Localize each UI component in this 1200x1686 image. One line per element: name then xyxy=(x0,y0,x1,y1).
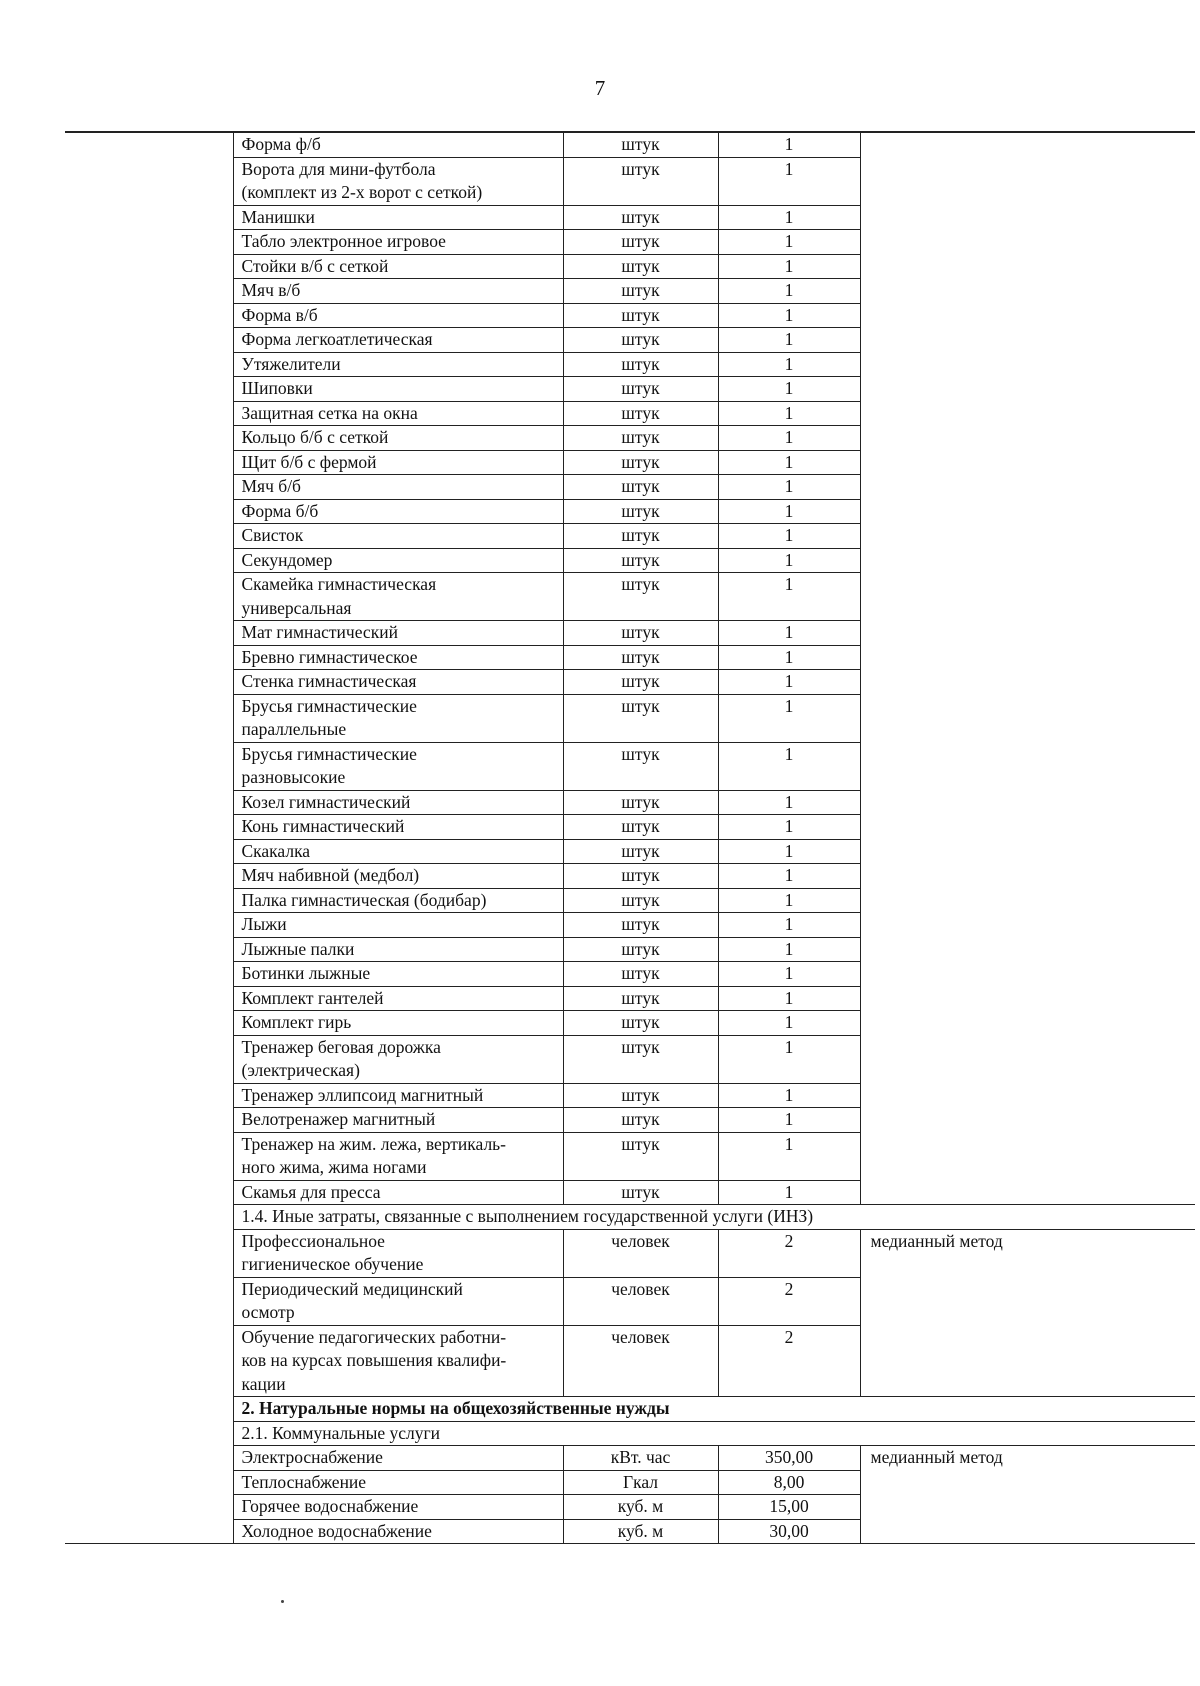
method-cell-empty xyxy=(860,864,1195,889)
method-cell-empty xyxy=(860,888,1195,913)
item-qty: 1 xyxy=(718,450,860,475)
item-qty: 1 xyxy=(718,303,860,328)
table-row xyxy=(65,1446,1195,1471)
item-unit: штук xyxy=(563,962,718,987)
item-unit: штук xyxy=(563,499,718,524)
item-name: Защитная сетка на окна xyxy=(233,401,563,426)
method-cell-empty xyxy=(860,573,1195,621)
blank-margin-cell xyxy=(65,864,233,889)
blank-margin-cell xyxy=(65,1180,233,1205)
item-qty: 1 xyxy=(718,1011,860,1036)
method-cell-empty xyxy=(860,937,1195,962)
blank-margin-cell xyxy=(65,1397,233,1422)
table-row xyxy=(65,426,1195,451)
table-row xyxy=(65,450,1195,475)
blank-margin-cell xyxy=(65,279,233,304)
item-qty: 1 xyxy=(718,888,860,913)
item-qty: 1 xyxy=(718,377,860,402)
item-unit: Гкал xyxy=(563,1470,718,1495)
method-cell-empty xyxy=(860,499,1195,524)
table-row xyxy=(65,1035,1195,1083)
item-qty: 1 xyxy=(718,815,860,840)
method-cell-empty xyxy=(860,1495,1195,1520)
item-qty: 350,00 xyxy=(718,1446,860,1471)
method-cell-empty xyxy=(860,133,1195,158)
table-row xyxy=(65,303,1195,328)
table-row xyxy=(65,133,1195,158)
item-name: Секундомер xyxy=(233,548,563,573)
item-name: Мяч б/б xyxy=(233,475,563,500)
item-unit: штук xyxy=(563,205,718,230)
method-cell-empty xyxy=(860,1011,1195,1036)
method-cell-empty xyxy=(860,1132,1195,1180)
method-cell-empty xyxy=(860,1180,1195,1205)
item-name: Палка гимнастическая (бодибар) xyxy=(233,888,563,913)
item-name: Кольцо б/б с сеткой xyxy=(233,426,563,451)
item-name: Табло электронное игровое xyxy=(233,230,563,255)
subsection-header-row xyxy=(65,1421,1195,1446)
item-unit: штук xyxy=(563,573,718,621)
method-cell-empty xyxy=(860,742,1195,790)
section-header-row xyxy=(65,1205,1195,1230)
item-unit: штук xyxy=(563,254,718,279)
item-unit: штук xyxy=(563,1108,718,1133)
item-qty: 1 xyxy=(718,328,860,353)
item-name: Брусья гимнастические параллельные xyxy=(233,694,563,742)
item-name: Брусья гимнастические разновысокие xyxy=(233,742,563,790)
item-qty: 15,00 xyxy=(718,1495,860,1520)
item-qty: 1 xyxy=(718,352,860,377)
blank-margin-cell xyxy=(65,839,233,864)
blank-margin-cell xyxy=(65,377,233,402)
table-row xyxy=(65,401,1195,426)
table-row xyxy=(65,548,1195,573)
item-qty: 1 xyxy=(718,1180,860,1205)
item-qty: 1 xyxy=(718,157,860,205)
item-unit: человек xyxy=(563,1325,718,1397)
item-name: Тренажер на жим. лежа, вертикаль- ного жима, жима ногами xyxy=(233,1132,563,1180)
section-header-row xyxy=(65,1397,1195,1422)
blank-margin-cell xyxy=(65,1229,233,1277)
blank-margin-cell xyxy=(65,133,233,158)
method-cell-empty xyxy=(860,230,1195,255)
blank-margin-cell xyxy=(65,1205,233,1230)
method-cell-empty xyxy=(860,839,1195,864)
item-unit: штук xyxy=(563,645,718,670)
method-cell-empty xyxy=(860,426,1195,451)
item-unit: штук xyxy=(563,426,718,451)
blank-margin-cell xyxy=(65,790,233,815)
item-unit: штук xyxy=(563,1180,718,1205)
item-qty: 1 xyxy=(718,694,860,742)
scan-speck xyxy=(281,1600,284,1603)
item-qty: 1 xyxy=(718,133,860,158)
item-qty: 1 xyxy=(718,1083,860,1108)
item-unit: штук xyxy=(563,839,718,864)
table-row xyxy=(65,864,1195,889)
table-row xyxy=(65,815,1195,840)
item-unit: штук xyxy=(563,328,718,353)
item-qty: 1 xyxy=(718,742,860,790)
item-unit: штук xyxy=(563,937,718,962)
item-name: Обучение педагогических работни- ков на курсах повышения квалифи- кации xyxy=(233,1325,563,1397)
table-row xyxy=(65,1180,1195,1205)
item-qty: 2 xyxy=(718,1229,860,1277)
norms-table xyxy=(65,132,1195,1544)
item-qty: 1 xyxy=(718,1035,860,1083)
item-unit: штук xyxy=(563,475,718,500)
table-row xyxy=(65,157,1195,205)
item-name: Форма легкоатлетическая xyxy=(233,328,563,353)
blank-margin-cell xyxy=(65,1519,233,1544)
section-header: 2. Натуральные нормы на общехозяйственные нужды xyxy=(233,1397,1195,1422)
method-cell-empty xyxy=(860,1519,1195,1544)
item-unit: штук xyxy=(563,864,718,889)
table-row xyxy=(65,377,1195,402)
item-qty: 1 xyxy=(718,790,860,815)
blank-margin-cell xyxy=(65,328,233,353)
method-cell-empty xyxy=(860,254,1195,279)
method-label: медианный метод xyxy=(860,1229,1195,1277)
item-qty: 1 xyxy=(718,475,860,500)
item-name: Тренажер эллипсоид магнитный xyxy=(233,1083,563,1108)
item-unit: штук xyxy=(563,230,718,255)
item-qty: 1 xyxy=(718,962,860,987)
item-name: Утяжелители xyxy=(233,352,563,377)
blank-margin-cell xyxy=(65,815,233,840)
blank-margin-cell xyxy=(65,986,233,1011)
table-row xyxy=(65,1495,1195,1520)
blank-margin-cell xyxy=(65,205,233,230)
method-cell-empty xyxy=(860,401,1195,426)
item-name: Мяч в/б xyxy=(233,279,563,304)
item-qty: 1 xyxy=(718,937,860,962)
item-unit: штук xyxy=(563,1011,718,1036)
method-cell-empty xyxy=(860,1325,1195,1397)
item-name: Форма в/б xyxy=(233,303,563,328)
table-row xyxy=(65,524,1195,549)
table-row xyxy=(65,670,1195,695)
method-cell-empty xyxy=(860,352,1195,377)
method-cell-empty xyxy=(860,377,1195,402)
item-unit: куб. м xyxy=(563,1519,718,1544)
item-qty: 1 xyxy=(718,573,860,621)
item-name: Стойки в/б с сеткой xyxy=(233,254,563,279)
method-cell-empty xyxy=(860,450,1195,475)
item-name: Манишки xyxy=(233,205,563,230)
item-name: Комплект гантелей xyxy=(233,986,563,1011)
item-unit: штук xyxy=(563,157,718,205)
table-row xyxy=(65,205,1195,230)
item-name: Комплект гирь xyxy=(233,1011,563,1036)
blank-margin-cell xyxy=(65,1035,233,1083)
table-row xyxy=(65,254,1195,279)
blank-margin-cell xyxy=(65,694,233,742)
item-qty: 1 xyxy=(718,524,860,549)
item-qty: 1 xyxy=(718,205,860,230)
item-qty: 1 xyxy=(718,254,860,279)
item-qty: 1 xyxy=(718,621,860,646)
blank-margin-cell xyxy=(65,1132,233,1180)
table-row xyxy=(65,1519,1195,1544)
table-row xyxy=(65,279,1195,304)
item-unit: штук xyxy=(563,377,718,402)
blank-margin-cell xyxy=(65,1470,233,1495)
item-name: Скамейка гимнастическая универсальная xyxy=(233,573,563,621)
method-label: медианный метод xyxy=(860,1446,1195,1471)
blank-margin-cell xyxy=(65,937,233,962)
blank-margin-cell xyxy=(65,573,233,621)
item-unit: кВт. час xyxy=(563,1446,718,1471)
method-cell-empty xyxy=(860,645,1195,670)
item-qty: 30,00 xyxy=(718,1519,860,1544)
item-unit: штук xyxy=(563,1035,718,1083)
item-qty: 1 xyxy=(718,986,860,1011)
item-unit: штук xyxy=(563,815,718,840)
table-row xyxy=(65,1108,1195,1133)
item-unit: штук xyxy=(563,303,718,328)
item-name: Периодический медицинский осмотр xyxy=(233,1277,563,1325)
item-name: Скакалка xyxy=(233,839,563,864)
method-cell-empty xyxy=(860,303,1195,328)
blank-margin-cell xyxy=(65,1011,233,1036)
blank-margin-cell xyxy=(65,499,233,524)
item-name: Скамья для пресса xyxy=(233,1180,563,1205)
item-name: Велотренажер магнитный xyxy=(233,1108,563,1133)
blank-margin-cell xyxy=(65,621,233,646)
table-row xyxy=(65,839,1195,864)
blank-margin-cell xyxy=(65,254,233,279)
method-cell-empty xyxy=(860,694,1195,742)
item-name: Щит б/б с фермой xyxy=(233,450,563,475)
item-name: Профессиональное гигиеническое обучение xyxy=(233,1229,563,1277)
method-cell-empty xyxy=(860,205,1195,230)
table-row xyxy=(65,645,1195,670)
method-cell-empty xyxy=(860,328,1195,353)
table-row xyxy=(65,621,1195,646)
item-unit: штук xyxy=(563,621,718,646)
method-cell-empty xyxy=(860,475,1195,500)
blank-margin-cell xyxy=(65,450,233,475)
blank-margin-cell xyxy=(65,1277,233,1325)
blank-margin-cell xyxy=(65,157,233,205)
item-name: Форма б/б xyxy=(233,499,563,524)
item-qty: 1 xyxy=(718,499,860,524)
item-qty: 1 xyxy=(718,839,860,864)
item-name: Бревно гимнастическое xyxy=(233,645,563,670)
item-name: Конь гимнастический xyxy=(233,815,563,840)
table-row xyxy=(65,1132,1195,1180)
item-unit: штук xyxy=(563,986,718,1011)
table-row xyxy=(65,1083,1195,1108)
item-unit: штук xyxy=(563,670,718,695)
item-name: Козел гимнастический xyxy=(233,790,563,815)
item-qty: 1 xyxy=(718,913,860,938)
item-unit: куб. м xyxy=(563,1495,718,1520)
item-qty: 1 xyxy=(718,670,860,695)
table-row xyxy=(65,1325,1195,1397)
table-row xyxy=(65,475,1195,500)
method-cell-empty xyxy=(860,524,1195,549)
item-unit: штук xyxy=(563,742,718,790)
table-row xyxy=(65,694,1195,742)
item-name: Форма ф/б xyxy=(233,133,563,158)
table-row xyxy=(65,790,1195,815)
method-cell-empty xyxy=(860,1277,1195,1325)
item-name: Холодное водоснабжение xyxy=(233,1519,563,1544)
item-qty: 1 xyxy=(718,401,860,426)
item-unit: штук xyxy=(563,450,718,475)
section-header: 1.4. Иные затраты, связанные с выполнением государственной услуги (ИНЗ) xyxy=(233,1205,1195,1230)
blank-margin-cell xyxy=(65,1446,233,1471)
bottom-rule xyxy=(65,1543,1195,1544)
item-unit: штук xyxy=(563,1083,718,1108)
blank-margin-cell xyxy=(65,1495,233,1520)
method-cell-empty xyxy=(860,279,1195,304)
item-unit: штук xyxy=(563,133,718,158)
method-cell-empty xyxy=(860,815,1195,840)
subsection-header: 2.1. Коммунальные услуги xyxy=(233,1421,1195,1446)
method-cell-empty xyxy=(860,1035,1195,1083)
blank-margin-cell xyxy=(65,524,233,549)
item-unit: человек xyxy=(563,1277,718,1325)
item-name: Ворота для мини-футбола (комплект из 2-х ворот с сеткой) xyxy=(233,157,563,205)
method-cell-empty xyxy=(860,986,1195,1011)
table-row xyxy=(65,742,1195,790)
item-name: Ботинки лыжные xyxy=(233,962,563,987)
item-qty: 1 xyxy=(718,426,860,451)
item-unit: штук xyxy=(563,888,718,913)
item-name: Тренажер беговая дорожка (электрическая) xyxy=(233,1035,563,1083)
page-number: 7 xyxy=(594,76,606,100)
item-unit: штук xyxy=(563,913,718,938)
blank-margin-cell xyxy=(65,1083,233,1108)
blank-margin-cell xyxy=(65,670,233,695)
item-unit: человек xyxy=(563,1229,718,1277)
item-qty: 1 xyxy=(718,864,860,889)
item-unit: штук xyxy=(563,401,718,426)
item-name: Горячее водоснабжение xyxy=(233,1495,563,1520)
table-row xyxy=(65,1011,1195,1036)
item-name: Лыжные палки xyxy=(233,937,563,962)
item-qty: 2 xyxy=(718,1277,860,1325)
blank-margin-cell xyxy=(65,962,233,987)
item-unit: штук xyxy=(563,694,718,742)
item-unit: штук xyxy=(563,548,718,573)
item-name: Шиповки xyxy=(233,377,563,402)
method-cell-empty xyxy=(860,962,1195,987)
item-unit: штук xyxy=(563,524,718,549)
method-cell-empty xyxy=(860,670,1195,695)
item-name: Стенка гимнастическая xyxy=(233,670,563,695)
table-row xyxy=(65,352,1195,377)
blank-margin-cell xyxy=(65,645,233,670)
item-qty: 1 xyxy=(718,645,860,670)
blank-margin-cell xyxy=(65,426,233,451)
blank-margin-cell xyxy=(65,913,233,938)
item-name: Электроснабжение xyxy=(233,1446,563,1471)
item-unit: штук xyxy=(563,790,718,815)
item-name: Лыжи xyxy=(233,913,563,938)
blank-margin-cell xyxy=(65,230,233,255)
blank-margin-cell xyxy=(65,1421,233,1446)
table-row xyxy=(65,888,1195,913)
item-name: Теплоснабжение xyxy=(233,1470,563,1495)
table-row xyxy=(65,986,1195,1011)
table-row xyxy=(65,230,1195,255)
item-qty: 2 xyxy=(718,1325,860,1397)
item-name: Мат гимнастический xyxy=(233,621,563,646)
table-row xyxy=(65,1470,1195,1495)
item-unit: штук xyxy=(563,279,718,304)
item-unit: штук xyxy=(563,352,718,377)
item-qty: 1 xyxy=(718,279,860,304)
method-cell-empty xyxy=(860,548,1195,573)
blank-margin-cell xyxy=(65,352,233,377)
item-unit: штук xyxy=(563,1132,718,1180)
item-qty: 8,00 xyxy=(718,1470,860,1495)
blank-margin-cell xyxy=(65,475,233,500)
item-qty: 1 xyxy=(718,1108,860,1133)
table-row xyxy=(65,1277,1195,1325)
table-row xyxy=(65,913,1195,938)
item-name: Свисток xyxy=(233,524,563,549)
method-cell-empty xyxy=(860,913,1195,938)
blank-margin-cell xyxy=(65,742,233,790)
blank-margin-cell xyxy=(65,401,233,426)
method-cell-empty xyxy=(860,1470,1195,1495)
blank-margin-cell xyxy=(65,1325,233,1397)
item-qty: 1 xyxy=(718,548,860,573)
method-cell-empty xyxy=(860,1083,1195,1108)
item-qty: 1 xyxy=(718,1132,860,1180)
blank-margin-cell xyxy=(65,1108,233,1133)
table-row xyxy=(65,1229,1195,1277)
method-cell-empty xyxy=(860,157,1195,205)
item-name: Мяч набивной (медбол) xyxy=(233,864,563,889)
item-qty: 1 xyxy=(718,230,860,255)
table-row xyxy=(65,328,1195,353)
table-row xyxy=(65,937,1195,962)
blank-margin-cell xyxy=(65,303,233,328)
blank-margin-cell xyxy=(65,548,233,573)
blank-margin-cell xyxy=(65,888,233,913)
table-row xyxy=(65,573,1195,621)
table-row xyxy=(65,962,1195,987)
method-cell-empty xyxy=(860,621,1195,646)
method-cell-empty xyxy=(860,1108,1195,1133)
method-cell-empty xyxy=(860,790,1195,815)
table-row xyxy=(65,499,1195,524)
